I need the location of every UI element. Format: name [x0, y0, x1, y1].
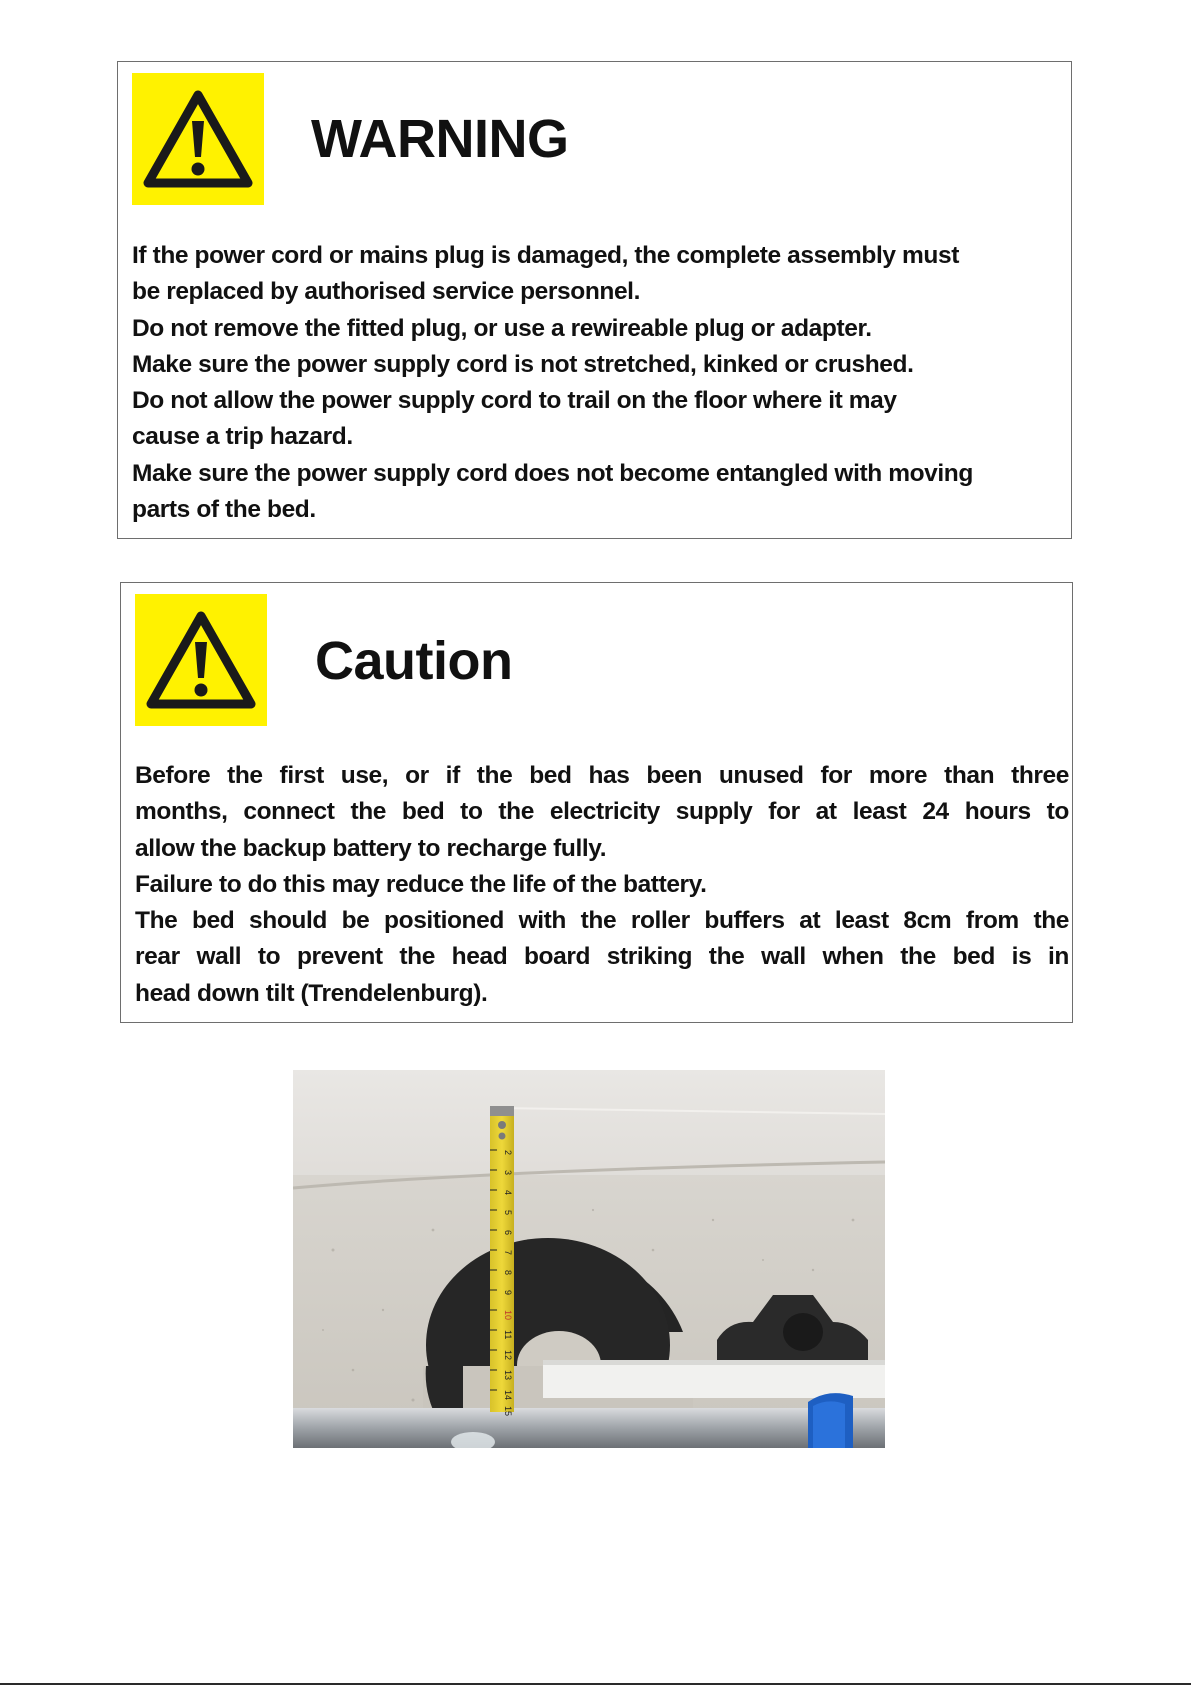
tape-number: 2: [503, 1150, 513, 1156]
tape-number: 13: [503, 1370, 513, 1381]
caution-line: head down tilt (Trendelenburg).: [135, 979, 488, 1007]
tape-number: 7: [503, 1250, 513, 1256]
roller-buffer-photo: [293, 1070, 885, 1448]
caution-line: The bed should be positioned with the roller buffers at least 8cm from the: [135, 907, 1069, 935]
caution-line: Failure to do this may reduce the life of the battery.: [135, 870, 707, 898]
warning-line: If the power cord or mains plug is damaged, the complete assembly must: [132, 242, 959, 269]
roller-buffer-illustration: [293, 1070, 885, 1448]
tape-number: 3: [503, 1170, 513, 1176]
warning-triangle-icon: [132, 73, 264, 205]
tape-number: 4: [503, 1190, 513, 1196]
caution-line: months, connect the bed to the electricity supply for at least 24 hours to: [135, 798, 1069, 826]
tape-number: 14: [503, 1390, 513, 1401]
tape-number: 15: [503, 1406, 513, 1417]
tape-number: 11: [503, 1330, 513, 1340]
tape-measure: [490, 1106, 514, 1416]
caution-triangle-icon: [135, 594, 267, 726]
warning-line: be replaced by authorised service personnel.: [132, 278, 640, 306]
tape-number: 6: [503, 1230, 513, 1236]
warning-line: Do not allow the power supply cord to trail on the floor where it may: [132, 387, 897, 415]
warning-line: Make sure the power supply cord does not become entangled with moving: [132, 459, 973, 487]
warning-line: Make sure the power supply cord is not stretched, kinked or crushed.: [132, 350, 914, 378]
tape-number: 8: [503, 1270, 513, 1276]
tape-number: 10: [503, 1310, 513, 1321]
tape-number: 5: [503, 1210, 513, 1216]
caution-notice: [120, 582, 1073, 1023]
caution-title: Caution: [315, 631, 513, 691]
tape-number: 12: [503, 1350, 513, 1361]
caution-line: rear wall to prevent the head board striking the wall when the bed is in: [135, 943, 1069, 971]
tape-number: 9: [503, 1290, 513, 1296]
warning-notice: [117, 61, 1072, 539]
warning-title: WARNING: [311, 109, 569, 169]
white-bar: [543, 1360, 885, 1398]
warning-line: cause a trip hazard.: [132, 423, 353, 451]
caution-text: [135, 758, 1069, 1012]
caution-line: allow the backup battery to recharge fully.: [135, 834, 607, 862]
metal-rail: [293, 1408, 885, 1448]
warning-line: parts of the bed.: [132, 496, 316, 524]
warning-text: [132, 238, 1069, 528]
warning-line: Do not remove the fitted plug, or use a rewireable plug or adapter.: [132, 314, 872, 342]
caution-line: Before the first use, or if the bed has been unused for more than three: [135, 762, 1069, 789]
